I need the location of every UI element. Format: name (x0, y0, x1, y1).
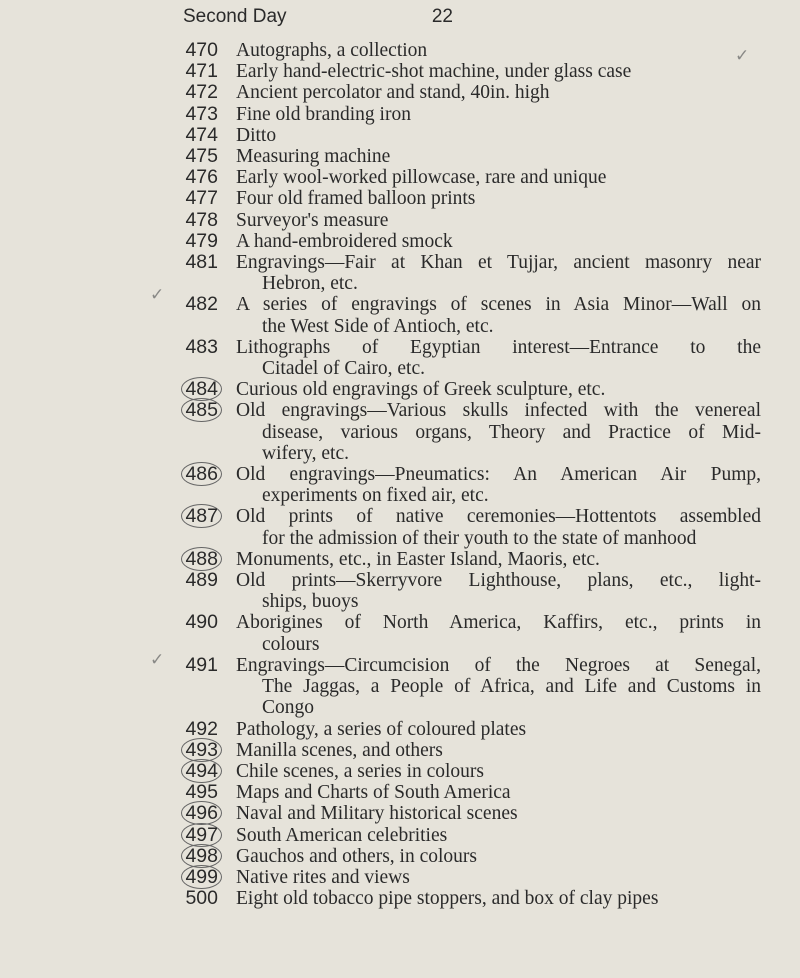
lot-number-text: 500 (185, 887, 218, 910)
lot-description-line: A series of engravings of scenes in Asia Minor—Wall on (236, 294, 761, 316)
lot-description-line: Aborigines of North America, Kaffirs, etc., prints in (236, 612, 761, 634)
lot-number (0, 506, 236, 548)
lot-description-line: ships, buoys (262, 591, 359, 613)
lot-description-line: Old engravings—Various skulls infected with the venereal (236, 400, 761, 422)
lot-description-line: Ancient percolator and stand, 40in. high (236, 82, 550, 104)
lot-description-line: Naval and Military historical scenes (236, 803, 518, 825)
lot-description-line: disease, various organs, Theory and Practice of Mid- (262, 421, 761, 443)
lot-number (0, 803, 236, 824)
lot-number-text: 478 (185, 208, 218, 231)
handwritten-annotation-mark: ✓ (150, 285, 165, 305)
lot-number-text: 486 (181, 462, 222, 486)
lot-number-text: 487 (181, 504, 222, 528)
lot-description-line: Engravings—Circumcision of the Negroes at Senegal, (236, 654, 761, 676)
lot-description (236, 719, 761, 740)
lot-description (236, 61, 761, 82)
lot-entry (0, 104, 800, 125)
lot-number (0, 761, 236, 782)
lot-description (236, 846, 761, 867)
handwritten-annotation-mark: ✓ (150, 650, 165, 670)
lot-entry (0, 761, 800, 782)
lot-entry (0, 40, 800, 61)
lot-description-line: Early wool-worked pillowcase, rare and unique (236, 167, 607, 189)
lot-number-text: 471 (185, 60, 218, 83)
lot-entry (0, 803, 800, 824)
lot-number-text: 470 (185, 39, 218, 61)
lot-description-line: Lithographs of Egyptian interest—Entrance to the (236, 336, 761, 358)
lot-description (236, 167, 761, 188)
lot-description (236, 294, 761, 336)
lot-description-line: Engravings—Fair at Khan et Tujjar, ancient masonry near (236, 252, 761, 274)
lot-number (0, 846, 236, 867)
lot-description-line: Old prints of native ceremonies—Hottentots assembled (236, 506, 761, 528)
lot-number-text: 495 (185, 781, 218, 804)
lot-entry (0, 740, 800, 761)
day-heading: Second Day (183, 6, 287, 27)
lot-description (236, 761, 761, 782)
lot-entry (0, 825, 800, 846)
lot-number-text: 475 (185, 145, 218, 168)
lot-entry (0, 888, 800, 909)
lot-entry (0, 506, 800, 548)
lot-entry (0, 188, 800, 209)
lot-entry (0, 782, 800, 803)
lot-number-text: 473 (185, 102, 218, 125)
lot-entry (0, 655, 800, 719)
lot-number-text: 483 (185, 335, 218, 358)
lot-description (236, 612, 761, 654)
lot-description (236, 782, 761, 803)
lot-number (0, 867, 236, 888)
lot-entry (0, 125, 800, 146)
lot-number (0, 740, 236, 761)
lot-number (0, 400, 236, 464)
lot-description-line: Gauchos and others, in colours (236, 845, 477, 867)
page-header (183, 6, 603, 28)
lot-number-text: 484 (181, 377, 222, 401)
lot-description-line: Chile scenes, a series in colours (236, 760, 485, 782)
lot-description (236, 549, 761, 570)
lot-description (236, 888, 761, 909)
lot-number (0, 337, 236, 379)
lot-number (0, 167, 236, 188)
lot-description (236, 231, 761, 252)
lot-description-line: colours (262, 633, 320, 655)
lot-number (0, 82, 236, 103)
lot-description (236, 146, 761, 167)
lot-description-line: The Jaggas, a People of Africa, and Life and Customs in (262, 676, 761, 698)
lot-number-text: 479 (185, 229, 218, 252)
lot-number-text: 477 (185, 187, 218, 210)
lot-entry (0, 846, 800, 867)
lot-number-text: 482 (185, 293, 218, 316)
lot-number-text: 496 (181, 801, 222, 825)
lot-description (236, 82, 761, 103)
lot-description (236, 40, 761, 61)
lot-entry (0, 570, 800, 612)
lot-description-line: Maps and Charts of South America (236, 782, 511, 804)
lot-description (236, 803, 761, 824)
lot-number-text: 474 (185, 123, 218, 146)
lot-description-line: Ditto (236, 124, 277, 146)
lot-number-text: 485 (181, 398, 222, 422)
lot-description (236, 188, 761, 209)
lot-entry (0, 400, 800, 464)
lot-number-text: 472 (185, 81, 218, 104)
lot-description (236, 379, 761, 400)
lot-description (236, 104, 761, 125)
lot-description-line: Autographs, a collection (236, 40, 428, 61)
lot-description-line: Surveyor's measure (236, 209, 389, 231)
page-number: 22 (431, 6, 453, 27)
lot-number-text: 499 (181, 865, 222, 889)
lot-entry (0, 294, 800, 336)
lot-entry (0, 464, 800, 506)
lot-description-line: Hebron, etc. (262, 273, 358, 295)
lot-number (0, 61, 236, 82)
lot-entry (0, 719, 800, 740)
lot-number (0, 549, 236, 570)
lot-number (0, 825, 236, 846)
lot-description (236, 252, 761, 294)
lot-entry (0, 210, 800, 231)
lot-number (0, 655, 236, 719)
lot-entry (0, 612, 800, 654)
lot-description (236, 125, 761, 146)
lot-description (236, 825, 761, 846)
lot-number (0, 379, 236, 400)
lot-number (0, 612, 236, 654)
lot-description (236, 337, 761, 379)
lot-description-line: Early hand-electric-shot machine, under glass case (236, 61, 632, 83)
lot-number (0, 570, 236, 612)
lot-number (0, 782, 236, 803)
lot-description-line: for the admission of their youth to the state of manhood (262, 527, 697, 549)
lot-number-text: 490 (185, 611, 218, 634)
lot-description-line: Native rites and views (236, 866, 410, 888)
lot-entry (0, 167, 800, 188)
lot-entry (0, 252, 800, 294)
lot-description-line: Four old framed balloon prints (236, 188, 476, 210)
lot-description (236, 210, 761, 231)
lot-entry (0, 231, 800, 252)
lot-number-text: 498 (181, 844, 222, 868)
handwritten-annotation-mark: ✓ (735, 46, 750, 66)
lot-number (0, 40, 236, 61)
lot-description-line: Citadel of Cairo, etc. (262, 358, 425, 380)
lot-number-text: 476 (185, 166, 218, 189)
lot-number-text: 494 (181, 759, 222, 783)
lot-description (236, 655, 761, 719)
lot-description-line: Eight old tobacco pipe stoppers, and box of clay pipes (236, 888, 659, 910)
lot-number (0, 146, 236, 167)
lot-description-line: Manilla scenes, and others (236, 739, 443, 761)
lot-description (236, 867, 761, 888)
lot-entry (0, 549, 800, 570)
lot-description (236, 506, 761, 548)
lot-entry (0, 146, 800, 167)
lot-number (0, 125, 236, 146)
lot-number-text: 492 (185, 717, 218, 740)
lot-number (0, 464, 236, 506)
lot-number (0, 294, 236, 336)
lot-number (0, 252, 236, 294)
lot-number (0, 104, 236, 125)
lot-description-line: Fine old branding iron (236, 103, 411, 125)
lot-description-line: experiments on fixed air, etc. (262, 485, 489, 507)
lot-list (0, 40, 800, 909)
lot-description-line: Curious old engravings of Greek sculpture, etc. (236, 379, 606, 401)
lot-number (0, 231, 236, 252)
lot-number-text: 481 (185, 251, 218, 274)
lot-entry (0, 867, 800, 888)
lot-description (236, 570, 761, 612)
lot-description-line: A hand-embroidered smock (236, 230, 453, 252)
lot-description-line: Congo (262, 697, 315, 719)
lot-number-text: 491 (185, 653, 218, 676)
lot-number (0, 210, 236, 231)
lot-entry (0, 337, 800, 379)
lot-description-line: the West Side of Antioch, etc. (262, 315, 494, 337)
lot-description-line: Monuments, etc., in Easter Island, Maoris, etc. (236, 548, 600, 570)
lot-description-line: wifery, etc. (262, 442, 349, 464)
lot-description-line: Measuring machine (236, 146, 391, 168)
lot-number (0, 888, 236, 909)
lot-number (0, 188, 236, 209)
lot-number-text: 488 (181, 547, 222, 571)
lot-number-text: 497 (181, 823, 222, 847)
lot-number (0, 719, 236, 740)
lot-description (236, 400, 761, 464)
lot-description-line: South American celebrities (236, 824, 448, 846)
lot-number-text: 493 (181, 738, 222, 762)
lot-description-line: Old prints—Skerryvore Lighthouse, plans, etc., light- (236, 570, 761, 592)
lot-entry (0, 82, 800, 103)
lot-entry (0, 379, 800, 400)
lot-number-text: 489 (185, 569, 218, 592)
lot-description-line: Pathology, a series of coloured plates (236, 718, 527, 740)
lot-entry (0, 61, 800, 82)
lot-description (236, 464, 761, 506)
lot-description (236, 740, 761, 761)
lot-description-line: Old engravings—Pneumatics: An American Air Pump, (236, 464, 761, 486)
